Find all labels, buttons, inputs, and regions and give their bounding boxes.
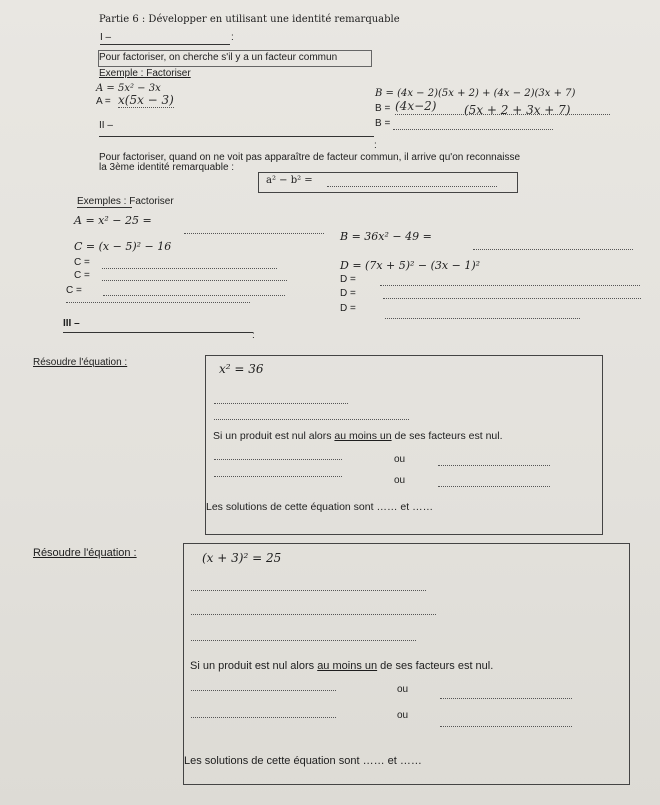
eq2-equation: (x + 3)² = 25 <box>202 551 282 565</box>
right-d-step3: D = <box>340 303 356 314</box>
eq2-solutions <box>184 755 422 767</box>
left-line-a <box>184 223 324 234</box>
b-final-line <box>393 119 553 130</box>
identity-intro-line1: Pour factoriser, quand on ne voit pas apparaître de facteur commun, il arrive qu'on reconnaisse <box>99 152 521 163</box>
eq1-rule-post: de ses facteurs est nul. <box>391 430 503 442</box>
eq1-solution-2: …… <box>412 501 434 513</box>
eq1-or-2: ou <box>394 475 406 486</box>
left-expr-a: A = x² − 25 = <box>74 214 152 227</box>
eq1-solutions-and: et <box>400 501 410 513</box>
eq2-rule-underlined: au moins un <box>317 660 378 672</box>
left-line-c4 <box>66 292 250 303</box>
eq2-factor1-line-2 <box>191 707 336 718</box>
eq2-rule-pre: Si un produit est nul alors <box>190 660 318 672</box>
part-i-colon: : <box>231 32 234 43</box>
eq2-or-1: ou <box>397 684 409 695</box>
b-answer-line <box>395 104 610 115</box>
eq1-or-1: ou <box>394 454 406 465</box>
right-line-d2 <box>383 288 641 299</box>
identity-answer-line <box>327 176 497 187</box>
eq1-solutions <box>206 501 433 513</box>
right-d-step2: D = <box>340 288 356 299</box>
eq1-factor2-line <box>438 455 550 466</box>
eq1-solution-1: …… <box>376 501 398 513</box>
eq1-line-2 <box>214 409 409 420</box>
eq1-equation: x² = 36 <box>219 362 264 376</box>
left-c-step2: C = <box>74 270 90 281</box>
part-iii-title-line <box>63 331 253 333</box>
part-iii-label: III – <box>63 318 80 329</box>
identity-formula: a² − b² = <box>266 175 313 186</box>
eq1-line-1 <box>214 393 348 404</box>
eq1-rule <box>213 430 503 442</box>
example-label: Exemple : Factoriser <box>99 68 191 79</box>
eq1-factor1-line-2 <box>214 466 342 477</box>
eq2-solutions-text: Les solutions de cette équation sont <box>184 755 360 767</box>
part-iii-colon: : <box>252 330 255 341</box>
examples-underline <box>77 207 132 208</box>
right-d-step1: D = <box>340 274 356 285</box>
b-answer-handwritten-1: (4x−2) <box>395 99 437 113</box>
part-ii-title-line <box>99 135 374 137</box>
eq2-rule <box>190 660 493 672</box>
eq2-solution-2: …… <box>399 755 422 767</box>
eq2-factor1-line <box>191 680 336 691</box>
eq2-line-3 <box>191 630 416 641</box>
part-i-title-line <box>100 43 230 45</box>
eq2-solution-1: …… <box>362 755 385 767</box>
right-expr-b: B = 36x² − 49 = <box>340 230 432 243</box>
eq2-label: Résoudre l'équation : <box>33 547 137 559</box>
eq2-rule-post: de ses facteurs est nul. <box>377 660 494 672</box>
b-final-prefix: B = <box>375 118 391 129</box>
eq2-solutions-and: et <box>387 755 397 767</box>
part-ii-label: II – <box>99 120 113 131</box>
right-line-d3 <box>385 308 580 319</box>
left-c-step3: C = <box>66 285 82 296</box>
eq2-factor2-line <box>440 688 572 699</box>
right-expr-d: D = (7x + 5)² − (3x − 1)² <box>340 259 481 272</box>
left-line-c1 <box>102 258 277 269</box>
examples-label: Exemples : Factoriser <box>77 196 174 207</box>
eq2-line-2 <box>191 604 436 615</box>
eq2-or-2: ou <box>397 710 409 721</box>
left-line-c2 <box>102 270 287 281</box>
left-c-step1: C = <box>74 257 90 268</box>
part-i-label: I – <box>100 32 112 43</box>
factor-common-intro: Pour factoriser, on cherche s'il y a un facteur commun <box>99 52 338 63</box>
page-title: Partie 6 : Développer en utilisant une identité remarquable <box>99 14 400 25</box>
eq1-factor2-line-2 <box>438 476 550 487</box>
a-answer-prefix: A = <box>96 96 111 107</box>
eq1-label: Résoudre l'équation : <box>33 357 128 368</box>
b-answer-prefix: B = <box>375 103 391 114</box>
part-ii-colon: : <box>374 140 377 151</box>
eq1-solutions-text: Les solutions de cette équation sont <box>206 501 374 513</box>
identity-intro-line2: la 3ème identité remarquable : <box>99 162 235 173</box>
a-answer-handwritten: x(5x − 3) <box>118 93 174 107</box>
eq1-factor1-line <box>214 449 342 460</box>
b-answer-handwritten-2: (5x + 2 + 3x + 7) <box>464 103 571 117</box>
eq2-line-1 <box>191 580 426 591</box>
intro-frame <box>98 50 372 67</box>
eq1-rule-pre: Si un produit est nul alors <box>213 430 335 442</box>
eq2-factor2-line-2 <box>440 716 572 727</box>
left-expr-c: C = (x − 5)² − 16 <box>74 240 172 253</box>
right-line-b <box>473 239 633 250</box>
a-expression: A = 5x² − 3x <box>96 83 161 94</box>
right-line-d1 <box>380 275 640 286</box>
eq1-rule-underlined: au moins un <box>334 430 392 442</box>
b-expression: B = (4x − 2)(5x + 2) + (4x − 2)(3x + 7) <box>375 88 576 99</box>
